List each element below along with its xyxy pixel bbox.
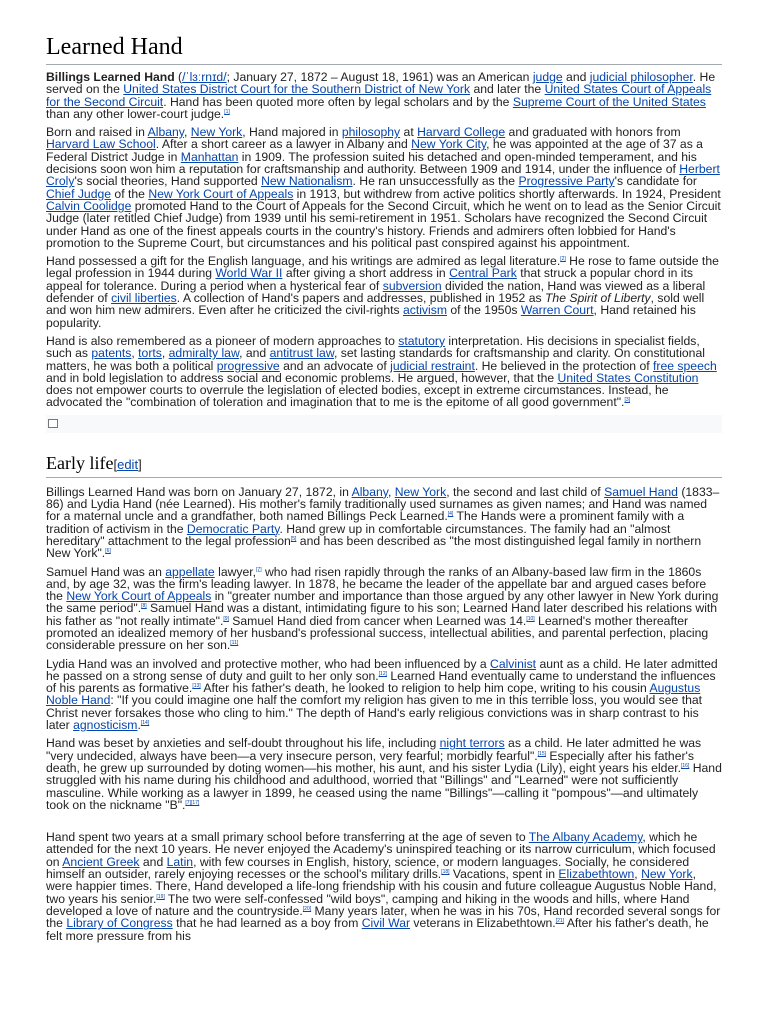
link-night-terrors[interactable]: night terrors xyxy=(439,736,505,751)
citation-15[interactable]: [15] xyxy=(537,750,546,757)
section-heading-early-life: Early life[edit] xyxy=(46,453,722,478)
link-albany[interactable]: Albany xyxy=(147,125,184,140)
citation-14[interactable]: [14] xyxy=(140,720,150,726)
link-calvinist[interactable]: Calvinist xyxy=(490,656,537,671)
link-agnosticism[interactable]: agnosticism xyxy=(73,718,138,733)
early-life-paragraph-2: Samuel Hand was an appellate lawyer,[7] who had risen rapidly through the ranks of an Albany-based law firm in the 1860s and, by age 32, was the firm's leading lawyer. In 1878, he became the leader of the appellate bar and argued cases before the New York Court of Appeals in "greater number and importance than those argued by any other lawyer in New York during the same period".[8] Samuel Hand was a distant, intimidating figure to his son; Learned Hand later described his relations with his father as "not really intimate".[9] Samuel Hand died from cancer when Learned was 14.[10] Learned's mother thereafter promoted an idealized memory of her husband's professional success, intellectual abilities, and parental perfection, placing considerable pressure on her son.[11] xyxy=(46,564,719,653)
citation-8[interactable]: [8] xyxy=(141,603,147,610)
link-harvard-law-school[interactable]: Harvard Law School xyxy=(46,137,156,152)
link-harvard-college[interactable]: Harvard College xyxy=(417,125,506,140)
citation-2[interactable]: [2] xyxy=(560,256,566,263)
early-life-paragraph-5: Hand spent two years at a small primary school before transferring at the age of seven to The Albany Academy, which he attended for the next 10 years. He never enjoyed the Academy's uninspired teaching or its narrow curriculum, which focused on Ancient Greek and Latin, with few courses in English, history, science, or modern languages. Socially, he considered himself an outsider, rarely enjoying recesses or the school's military drills.[18] Vacations, spent in Elizabethtown, New York, were happier times. There, Hand developed a life-long friendship with his cousin and future colleague Augustus Noble Hand, two years his senior.[19] The two were self-confessed "wild boys", camping and hiking in the woods and hills, where Hand developed a love of nature and the countryside.[20] Many years later, when he was in his 70s, Hand recorded several songs for the Library of Congress that he had learned as a boy from Civil War veterans in Elizabethtown.[21] After his father's death, he felt more pressure from his xyxy=(46,830,721,943)
link-new-york-city[interactable]: New York City xyxy=(411,137,487,152)
link-philosophy[interactable]: philosophy xyxy=(341,125,401,140)
link-ny-court-of-appeals[interactable]: New York Court of Appeals xyxy=(148,186,294,201)
link-antitrust-law[interactable]: antitrust law xyxy=(269,346,334,361)
link-subversion[interactable]: subversion xyxy=(382,278,442,293)
link-herbert-croly[interactable]: Herbert Croly xyxy=(46,162,720,189)
link-democratic-party[interactable]: Democratic Party xyxy=(186,521,280,536)
citation-10[interactable]: [10] xyxy=(526,615,535,622)
citation-13[interactable]: [13] xyxy=(192,683,201,690)
image-placeholder xyxy=(46,415,722,433)
link-elizabethtown[interactable]: Elizabethtown xyxy=(558,867,635,882)
link-warren-court[interactable]: Warren Court xyxy=(520,303,594,318)
link-manhattan[interactable]: Manhattan xyxy=(180,149,239,164)
citation-11[interactable]: [11] xyxy=(230,640,239,647)
lead-paragraph-2: Born and raised in Albany, New York, Hand majored in philosophy at Harvard College and graduated with honors from Harvard Law School. After a short career as a lawyer in Albany and New York City, he was appointed at the age of 37 as a Federal District Judge in Manhattan in 1909. The profession suited his detached and open-minded temperament, and his decisions soon won him a reputation for craftsmanship and authority. Between 1909 and 1914, under the influence of Herbert Croly's social theories, Hand supported New Nationalism. He ran unsuccessfully as the Progressive Party's candidate for Chief Judge of the New York Court of Appeals in 1913, but withdrew from active politics shortly afterwards. In 1924, President Calvin Coolidge promoted Hand to the Court of Appeals for the Second Circuit, which he went on to lead as the Senior Circuit Judge (later retitled Chief Judge) from 1939 until his semi-retirement in 1951. Scholars have recognized the Second Circuit under Hand as one of the finest appeals courts in the country's history. Friends and admirers often lobbied for Hand's promotion to the Supreme Court, but circumstances and his political past conspired against his appointment. xyxy=(46,125,721,250)
citation-19[interactable]: [19] xyxy=(156,893,165,900)
link-judicial-philosopher[interactable]: judicial philosopher xyxy=(589,70,693,84)
citation-5[interactable]: [5] xyxy=(290,535,297,542)
edit-section: [edit] xyxy=(113,456,142,472)
citation-1[interactable]: [1] xyxy=(224,108,230,115)
early-life-paragraph-4: Hand was beset by anxieties and self-doubt throughout his life, including night terrors as a child. He later admitted he was "very undecided, always have been—a very insecure person, very fearful; morbidly fearful".[15] Especially after his father's death, he grew up surrounded by doting women—his mother, his aunt, and his sister Lydia (Lily), eight years his elder.[16] Hand struggled with his name during his childhood and adulthood, worried that "Billings" and "Learned" were not sufficiently masculine. While working as a lawyer in 1899, he ceased using the name "Billings"—calling it "pompous"—and ultimately took on the nickname "B".[7][17] xyxy=(46,736,722,812)
paragraph-gap xyxy=(46,817,722,831)
lead-paragraph-3: Hand possessed a gift for the English language, and his writings are admired as legal literature.[2] He rose to fame outside the legal profession in 1944 during World War II after giving a short address in Central Park that struck a popular chord in its appeal for tolerance. During a period when a hysterical fear of subversion divided the nation, Hand was viewed as a liberal defender of civil liberties. A collection of Hand's papers and addresses, published in 1952 as The Spirit of Liberty, sold well and won him new admirers. Even after he criticized the civil-rights activism of the 1950s Warren Court, Hand retained his popularity. xyxy=(46,254,719,330)
link-judicial-restraint[interactable]: judicial restraint xyxy=(390,358,475,373)
citation-6[interactable]: [6] xyxy=(105,548,111,555)
citation-21[interactable]: [21] xyxy=(555,918,565,925)
link-judge[interactable]: judge xyxy=(532,70,563,84)
link-albany[interactable]: Albany xyxy=(351,484,388,499)
link-appellate[interactable]: appellate xyxy=(165,564,215,579)
link-new-york[interactable]: New York xyxy=(641,867,693,882)
link-patents[interactable]: patents xyxy=(91,346,132,361)
citation-3[interactable]: [3] xyxy=(624,397,630,404)
link-admiralty-law[interactable]: admiralty law xyxy=(168,346,240,361)
link-new-york[interactable]: New York xyxy=(190,125,243,140)
link-civil-liberties[interactable]: civil liberties xyxy=(111,291,177,306)
link-calvin-coolidge[interactable]: Calvin Coolidge xyxy=(46,198,132,213)
link-ny-court-of-appeals[interactable]: New York Court of Appeals xyxy=(66,589,212,604)
link-sdny[interactable]: United States District Court for the Southern District of New York xyxy=(123,82,471,97)
citation-18[interactable]: [18] xyxy=(441,868,450,875)
link-progressive-party[interactable]: Progressive Party xyxy=(518,174,615,189)
citation-16[interactable]: [16] xyxy=(681,762,690,769)
pronunciation-link[interactable]: /ˈlɜːrnɪd/ xyxy=(182,70,227,84)
link-new-nationalism[interactable]: New Nationalism xyxy=(261,174,353,189)
page-title: Learned Hand xyxy=(46,34,722,65)
link-augustus-noble-hand[interactable]: Augustus Noble Hand xyxy=(46,681,701,708)
book-title: The Spirit of Liberty xyxy=(544,291,651,306)
link-progressive[interactable]: progressive xyxy=(216,358,280,373)
citation-9[interactable]: [9] xyxy=(223,615,229,622)
link-second-circuit[interactable]: United States Court of Appeals for the Second Circuit xyxy=(46,82,712,109)
link-supreme-court[interactable]: Supreme Court of the United States xyxy=(512,94,706,109)
citation-7-17[interactable]: [7][17] xyxy=(185,799,200,806)
link-torts[interactable]: torts xyxy=(138,346,162,361)
link-free-speech[interactable]: free speech xyxy=(653,358,717,373)
link-activism[interactable]: activism xyxy=(402,303,447,318)
link-albany-academy[interactable]: The Albany Academy xyxy=(528,830,643,845)
citation-7[interactable]: [7] xyxy=(256,566,262,573)
link-chief-judge[interactable]: Chief Judge xyxy=(46,186,112,201)
broken-image-icon xyxy=(48,419,58,428)
citation-20[interactable]: [20] xyxy=(302,905,312,912)
lead-paragraph-4: Hand is also remembered as a pioneer of modern approaches to statutory interpretation. His decisions in specialist fields, such as patents, torts, admiralty law, and antitrust law, set lasting standards for craftsmanship and clarity. On constitutional matters, he was both a political progressive and an advocate of judicial restraint. He believed in the protection of free speech and in bold legislation to address social and economic problems. He argued, however, that the United States Constitution does not empower courts to overrule the legislation of elected bodies, except in extreme circumstances. Instead, he advocated the "combination of toleration and imagination that to me is the epitome of all good government".[3] xyxy=(46,333,717,410)
link-library-of-congress[interactable]: Library of Congress xyxy=(66,916,173,931)
link-statutory[interactable]: statutory xyxy=(398,333,446,348)
link-new-york[interactable]: New York xyxy=(394,484,447,499)
early-life-paragraph-1: Billings Learned Hand was born on January 27, 1872, in Albany, New York, the second and last child of Samuel Hand (1833–86) and Lydia Hand (née Learned). His mother's family traditionally used surnames as given names; and Hand was named for a maternal uncle and a grandfather, both named Billings Peck Learned.[4] The Hands were a prominent family with a tradition of activism in the Democratic Party. Hand grew up in comfortable circumstances. The family had an "almost hereditary" attachment to the legal profession[5] and has been described as "the most distinguished legal family in northern New York".[6] xyxy=(46,484,720,561)
early-life-paragraph-3: Lydia Hand was an involved and protective mother, who had been influenced by a Calvinist aunt as a child. He later admitted he passed on a strong sense of duty and guilt to her only son.[12] Learned Hand eventually came to understand the influences of his parents as formative.[13] After his father's death, he looked to religion to help him cope, writing to his cousin Augustus Noble Hand: "If you could imagine one half the comfort my religion has given to me in this terrible loss, you would see that Christ never forsakes those who cling to him." The depth of Hand's early religious convictions was in sharp contrast to his later agnosticism.[14] xyxy=(46,656,718,733)
link-central-park[interactable]: Central Park xyxy=(449,266,517,281)
citation-4[interactable]: [4] xyxy=(447,511,454,518)
edit-link[interactable]: edit xyxy=(117,456,139,472)
article-subject: Billings Learned Hand xyxy=(46,70,175,84)
link-civil-war[interactable]: Civil War xyxy=(361,916,411,931)
link-world-war-ii[interactable]: World War II xyxy=(215,266,283,281)
link-ancient-greek[interactable]: Ancient Greek xyxy=(62,854,140,869)
link-latin[interactable]: Latin xyxy=(166,854,194,869)
citation-12[interactable]: [12] xyxy=(378,670,388,677)
link-us-constitution[interactable]: United States Constitution xyxy=(557,370,699,385)
link-samuel-hand[interactable]: Samuel Hand xyxy=(604,484,678,499)
lead-paragraph-1: Billings Learned Hand (/ˈlɜːrnɪd/; January 27, 1872 – August 18, 1961) was an American judge and judicial philosopher. He served on the United States District Court for the Southern District of New York and later the United States Court of Appeals for the Second Circuit. Hand has been quoted more often by legal scholars and by the Supreme Court of the United States than any other lower-court judge.[1] xyxy=(46,70,716,121)
